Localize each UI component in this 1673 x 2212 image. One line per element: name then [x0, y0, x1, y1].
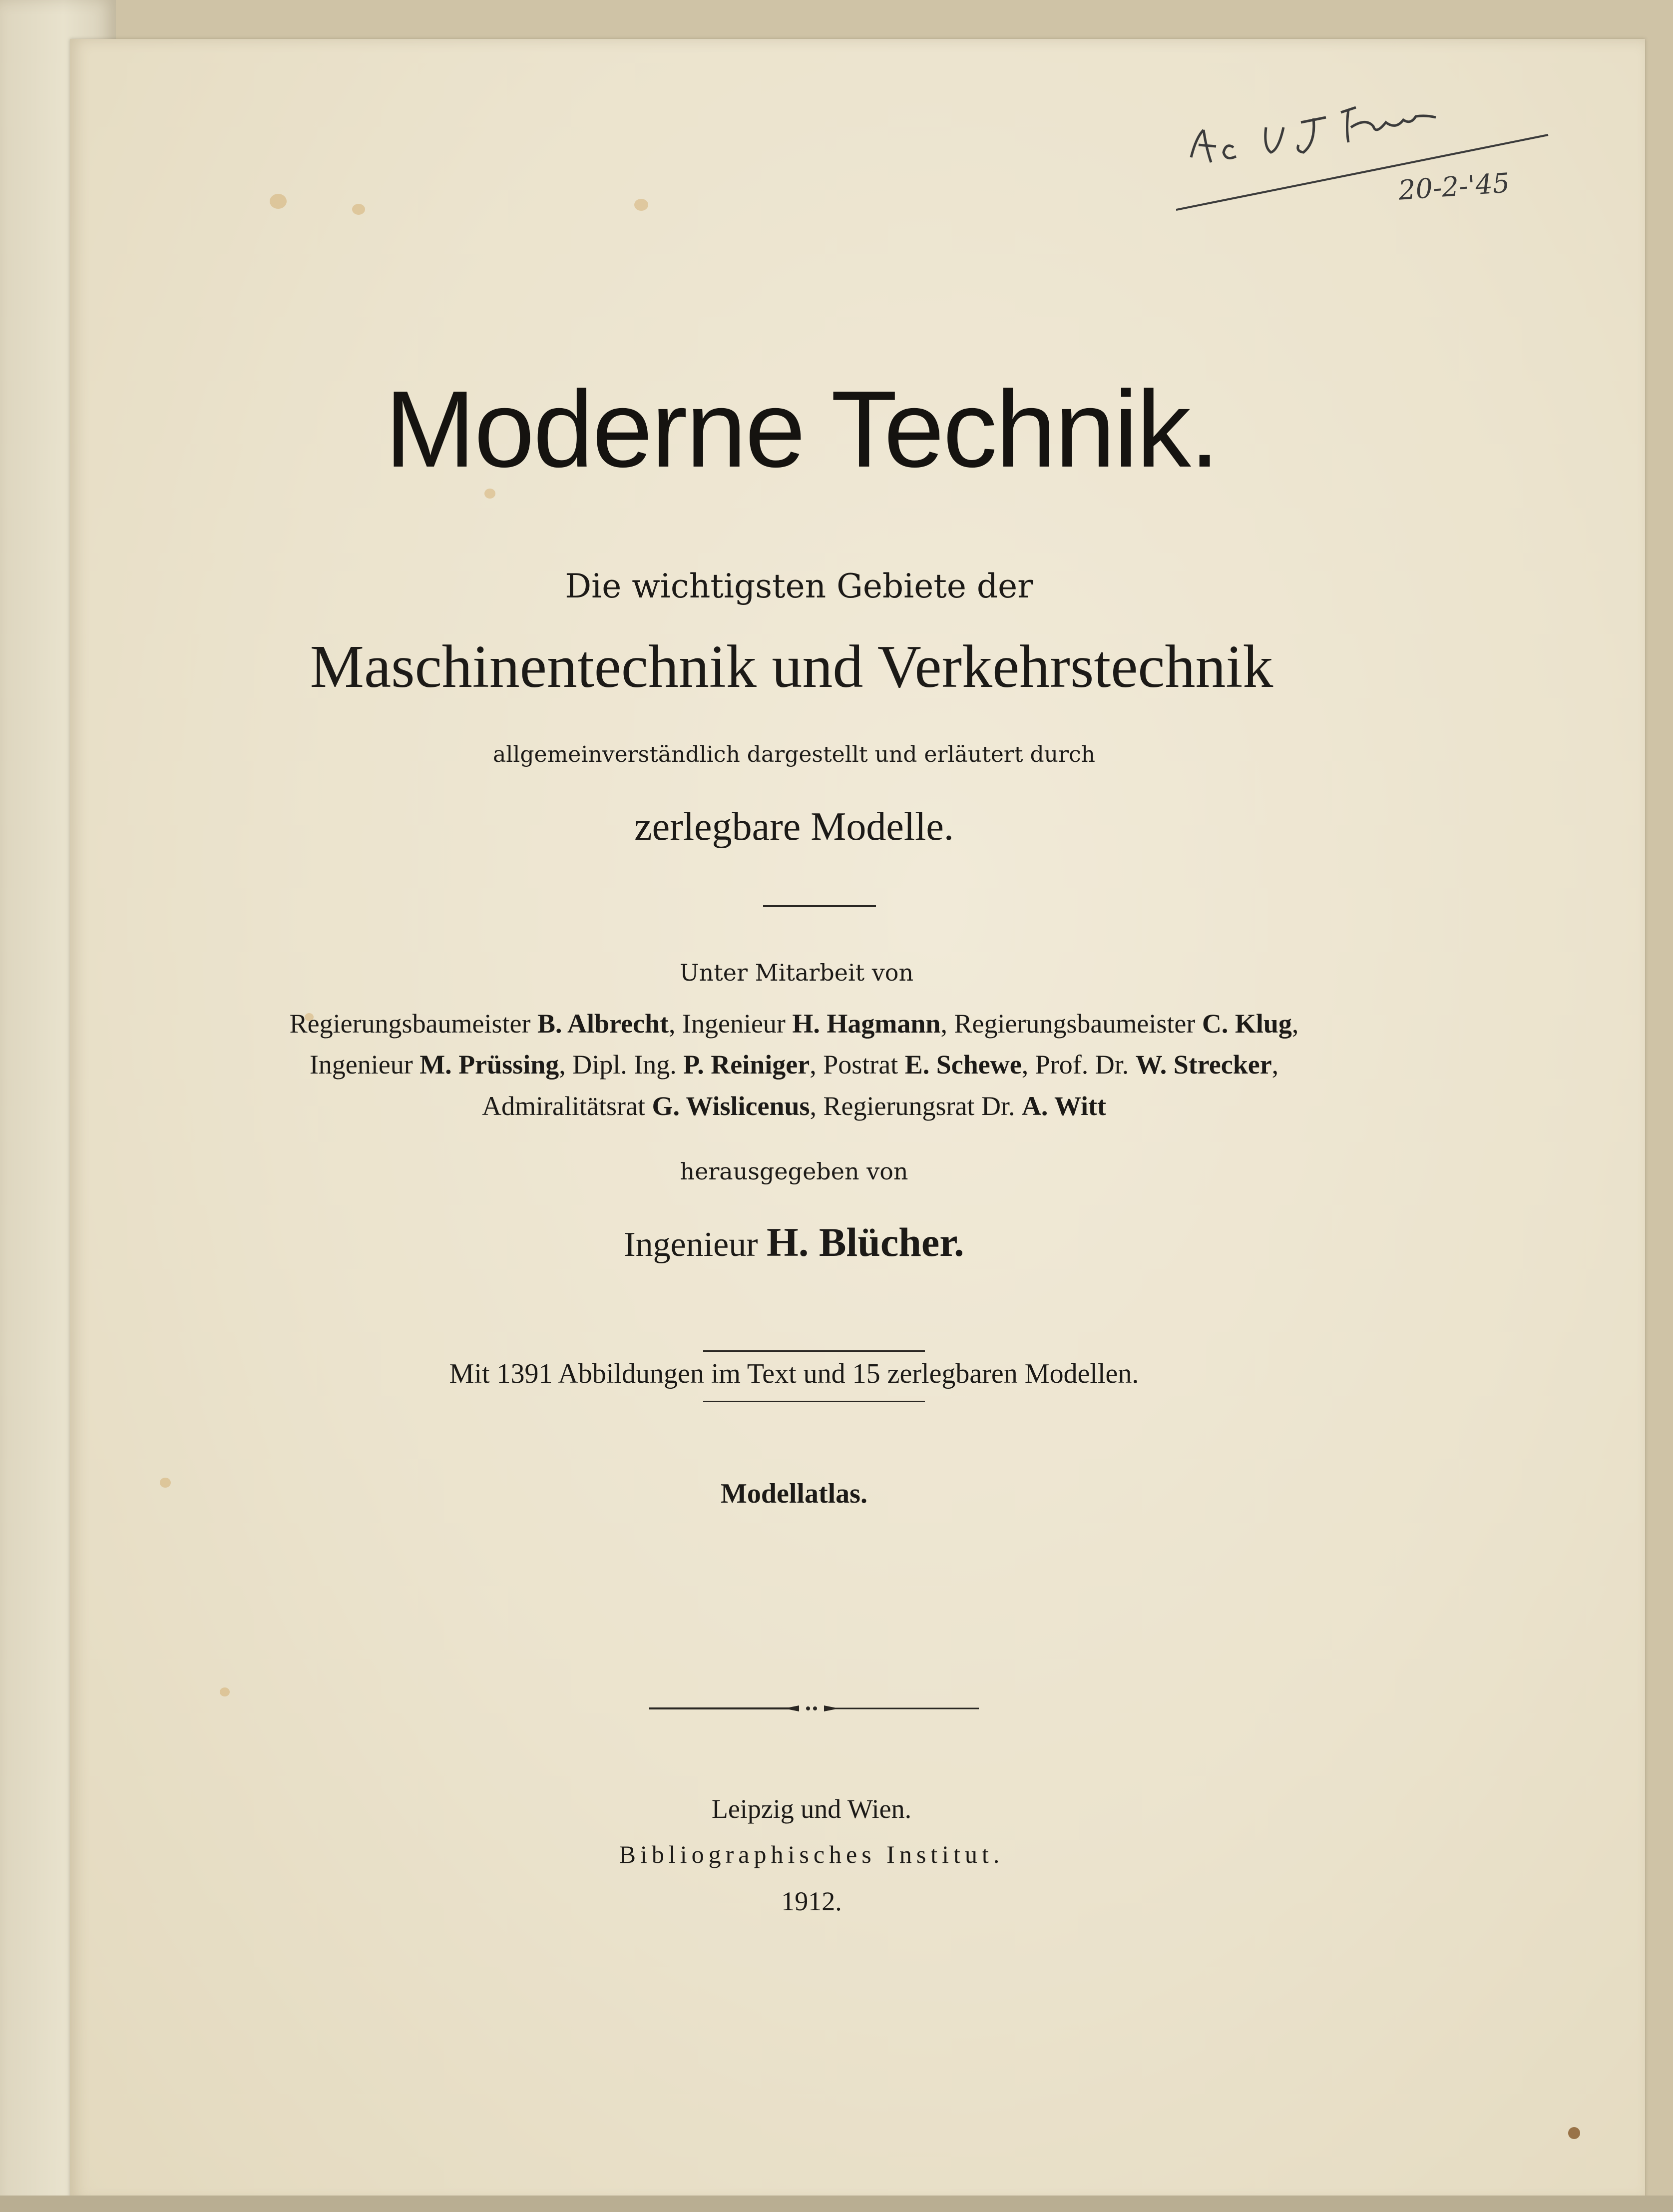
contributor-name: E. Schewe: [904, 1050, 1022, 1080]
contributor-separator: ,: [810, 1050, 824, 1080]
illustrations-note: Mit 1391 Abbildungen im Text und 15 zerlegbaren Modellen.: [449, 1358, 1139, 1389]
imprint-place: Leipzig und Wien.: [711, 1794, 912, 1824]
divider-rule: [763, 905, 876, 907]
contributor-separator: ,: [669, 1009, 682, 1039]
ornament-divider: [649, 1698, 979, 1718]
collaboration-intro: Unter Mitarbeit von: [679, 959, 914, 986]
subtitle-models: zerlegbare Modelle.: [634, 805, 954, 849]
divider-rule-bottom: [703, 1401, 925, 1402]
contributor-separator: ,: [559, 1050, 573, 1080]
contributor-name: P. Reiniger: [683, 1050, 810, 1080]
foxing-spot: [220, 1687, 230, 1696]
editor-role: Ingenieur: [624, 1225, 758, 1264]
contributor-separator: ,: [810, 1091, 824, 1121]
contributor-role: Admiralitätsrat: [482, 1091, 652, 1121]
subtitle-main: Maschinentechnik und Verkehrstechnik: [310, 633, 1273, 700]
contributor-role: Ingenieur: [309, 1050, 420, 1080]
foxing-spot: [634, 199, 648, 211]
contributor-name: W. Strecker: [1135, 1050, 1272, 1080]
contributors-line-2: [0, 1049, 1631, 1080]
divider-rule-top: [703, 1350, 925, 1352]
foxing-spot: [352, 204, 365, 215]
foxing-spot: [1568, 2127, 1580, 2139]
editor: [0, 1219, 1631, 1266]
subtitle-intro: Die wichtigsten Gebiete der: [565, 567, 1033, 605]
contributor-separator: ,: [1021, 1050, 1035, 1080]
foxing-spot: [270, 194, 287, 209]
inscription-date: 20-2-'45: [1397, 167, 1511, 206]
book-edge: [0, 2196, 1673, 2212]
contributor-role: Ingenieur: [682, 1009, 793, 1039]
contributor-separator: ,: [940, 1009, 954, 1039]
contributor-name: B. Albrecht: [537, 1009, 669, 1039]
contributor-name: M. Prüssing: [419, 1050, 559, 1080]
editor-name: H. Blücher.: [767, 1219, 964, 1265]
contributor-separator: ,: [1291, 1009, 1299, 1039]
contributor-name: C. Klug: [1202, 1009, 1292, 1039]
imprint-publisher: Bibliographisches Institut.: [619, 1840, 1004, 1868]
contributors-line-1: [0, 1008, 1631, 1039]
contributors-line-3: [0, 1091, 1631, 1121]
contributor-role: Prof. Dr.: [1035, 1050, 1136, 1080]
book-title: Moderne Technik.: [385, 369, 1219, 490]
imprint-year: 1912.: [781, 1886, 842, 1916]
contributor-name: A. Witt: [1021, 1091, 1106, 1121]
contributor-role: Regierungsrat Dr.: [823, 1091, 1022, 1121]
editor-intro: herausgegeben von: [680, 1158, 908, 1185]
contributor-role: Regierungsbaumeister: [954, 1009, 1202, 1039]
contributor-role: Postrat: [823, 1050, 905, 1080]
contributor-separator: ,: [1271, 1050, 1279, 1080]
volume-title: Modellatlas.: [721, 1478, 867, 1509]
contributor-role: Regierungsbaumeister: [289, 1009, 537, 1039]
subtitle-description: allgemeinverständlich dargestellt und erläutert durch: [492, 742, 1096, 767]
contributor-name: H. Hagmann: [792, 1009, 941, 1039]
contributor-name: G. Wislicenus: [652, 1091, 810, 1121]
contributor-role: Dipl. Ing.: [572, 1050, 684, 1080]
